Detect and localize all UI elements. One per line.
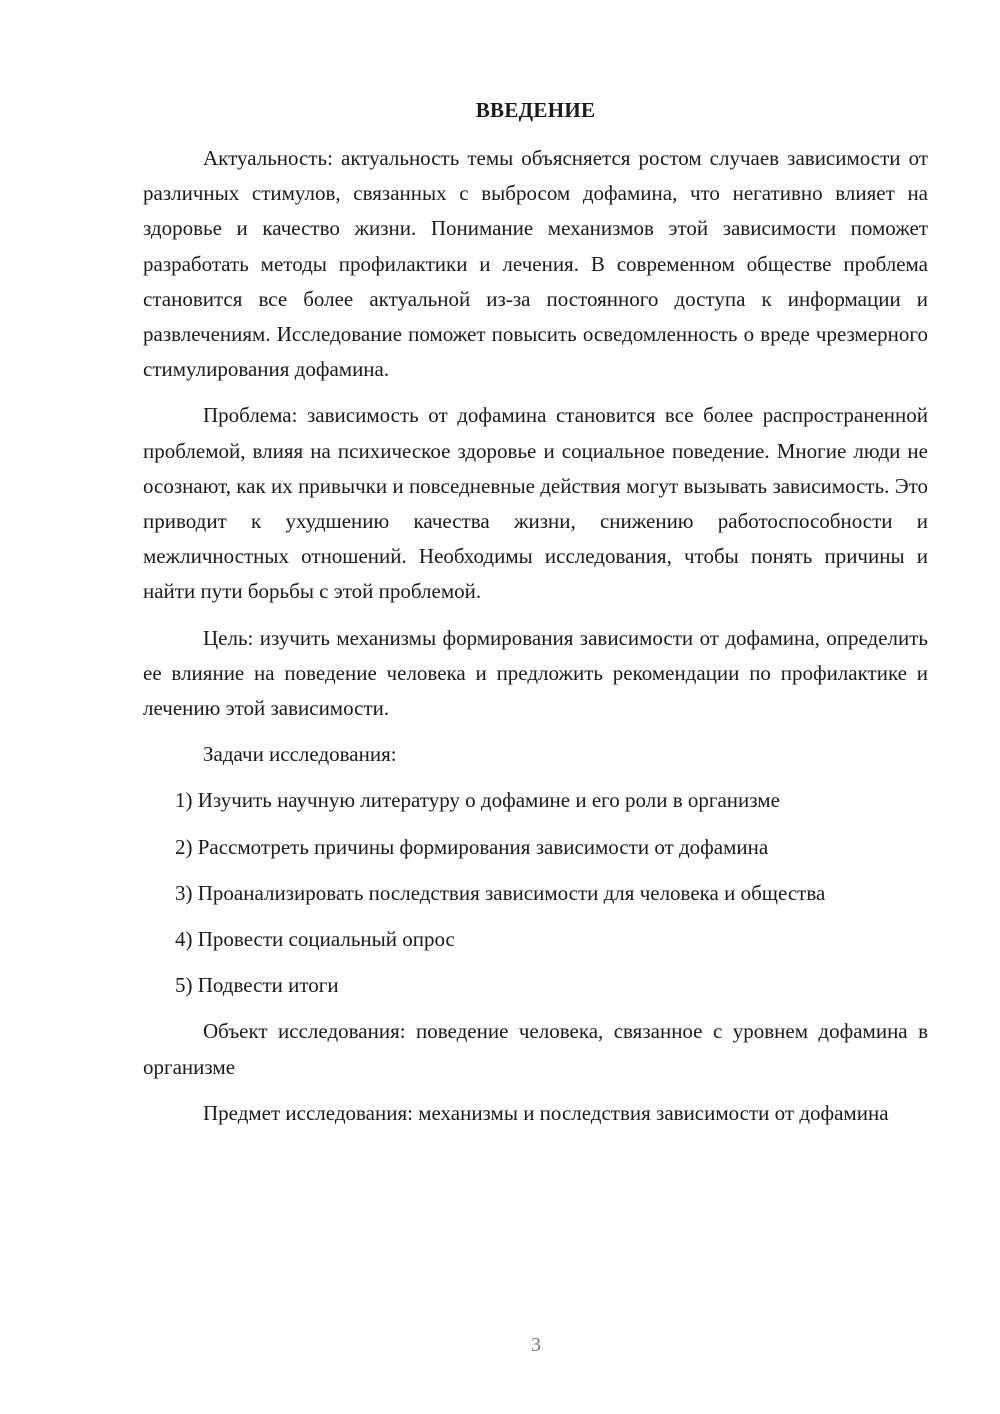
task-item: 2) Рассмотреть причины формирования зависимости от дофамина (175, 834, 769, 859)
page-title: ВВЕДЕНИЕ (475, 98, 596, 122)
task-item: 5) Подвести итоги (175, 973, 339, 998)
document-page (143, 98, 928, 1142)
problem-paragraph: Проблема: зависимость от дофамина становится все более распространенной проблемой, влияя на психическое здоровье и социальное поведение. Многие люди не осознают, как их привычки и повседневные действия могут вызывать зависимость. Это приводит к ухудшению качества жизни, снижению работоспособности и межличностных отношений. Необходимы исследования, чтобы понять причины и найти пути борьбы с этой проблемой. (143, 403, 928, 604)
task-item: 3) Проанализировать последствия зависимости для человека и общества (175, 880, 826, 905)
goal-paragraph: Цель: изучить механизмы формирования зависимости от дофамина, определить ее влияние на поведение человека и предложить рекомендации по профилактике и лечению этой зависимости. (143, 625, 928, 721)
task-item: 4) Провести социальный опрос (175, 927, 455, 952)
task-item: 1) Изучить научную литературу о дофамине и его роли в организме (175, 788, 780, 813)
object-paragraph: Объект исследования: поведение человека, связанное с уровнем дофамина в организме (143, 1019, 928, 1079)
subject-paragraph: Предмет исследования: механизмы и последствия зависимости от дофамина (203, 1100, 889, 1125)
relevance-paragraph: Актуальность: актуальность темы объясняется ростом случаев зависимости от различных стимулов, связанных с выбросом дофамина, что негативно влияет на здоровье и качество жизни. Понимание механизмов этой зависимости поможет разработать методы профилактики и лечения. В современном обществе проблема становится все более актуальной из-за постоянного доступа к информации и развлечениям. Исследование поможет повысить осведомленность о вреде чрезмерного стимулирования дофамина. (143, 146, 928, 382)
tasks-heading: Задачи исследования: (203, 742, 397, 767)
page-number: 3 (531, 1334, 541, 1356)
